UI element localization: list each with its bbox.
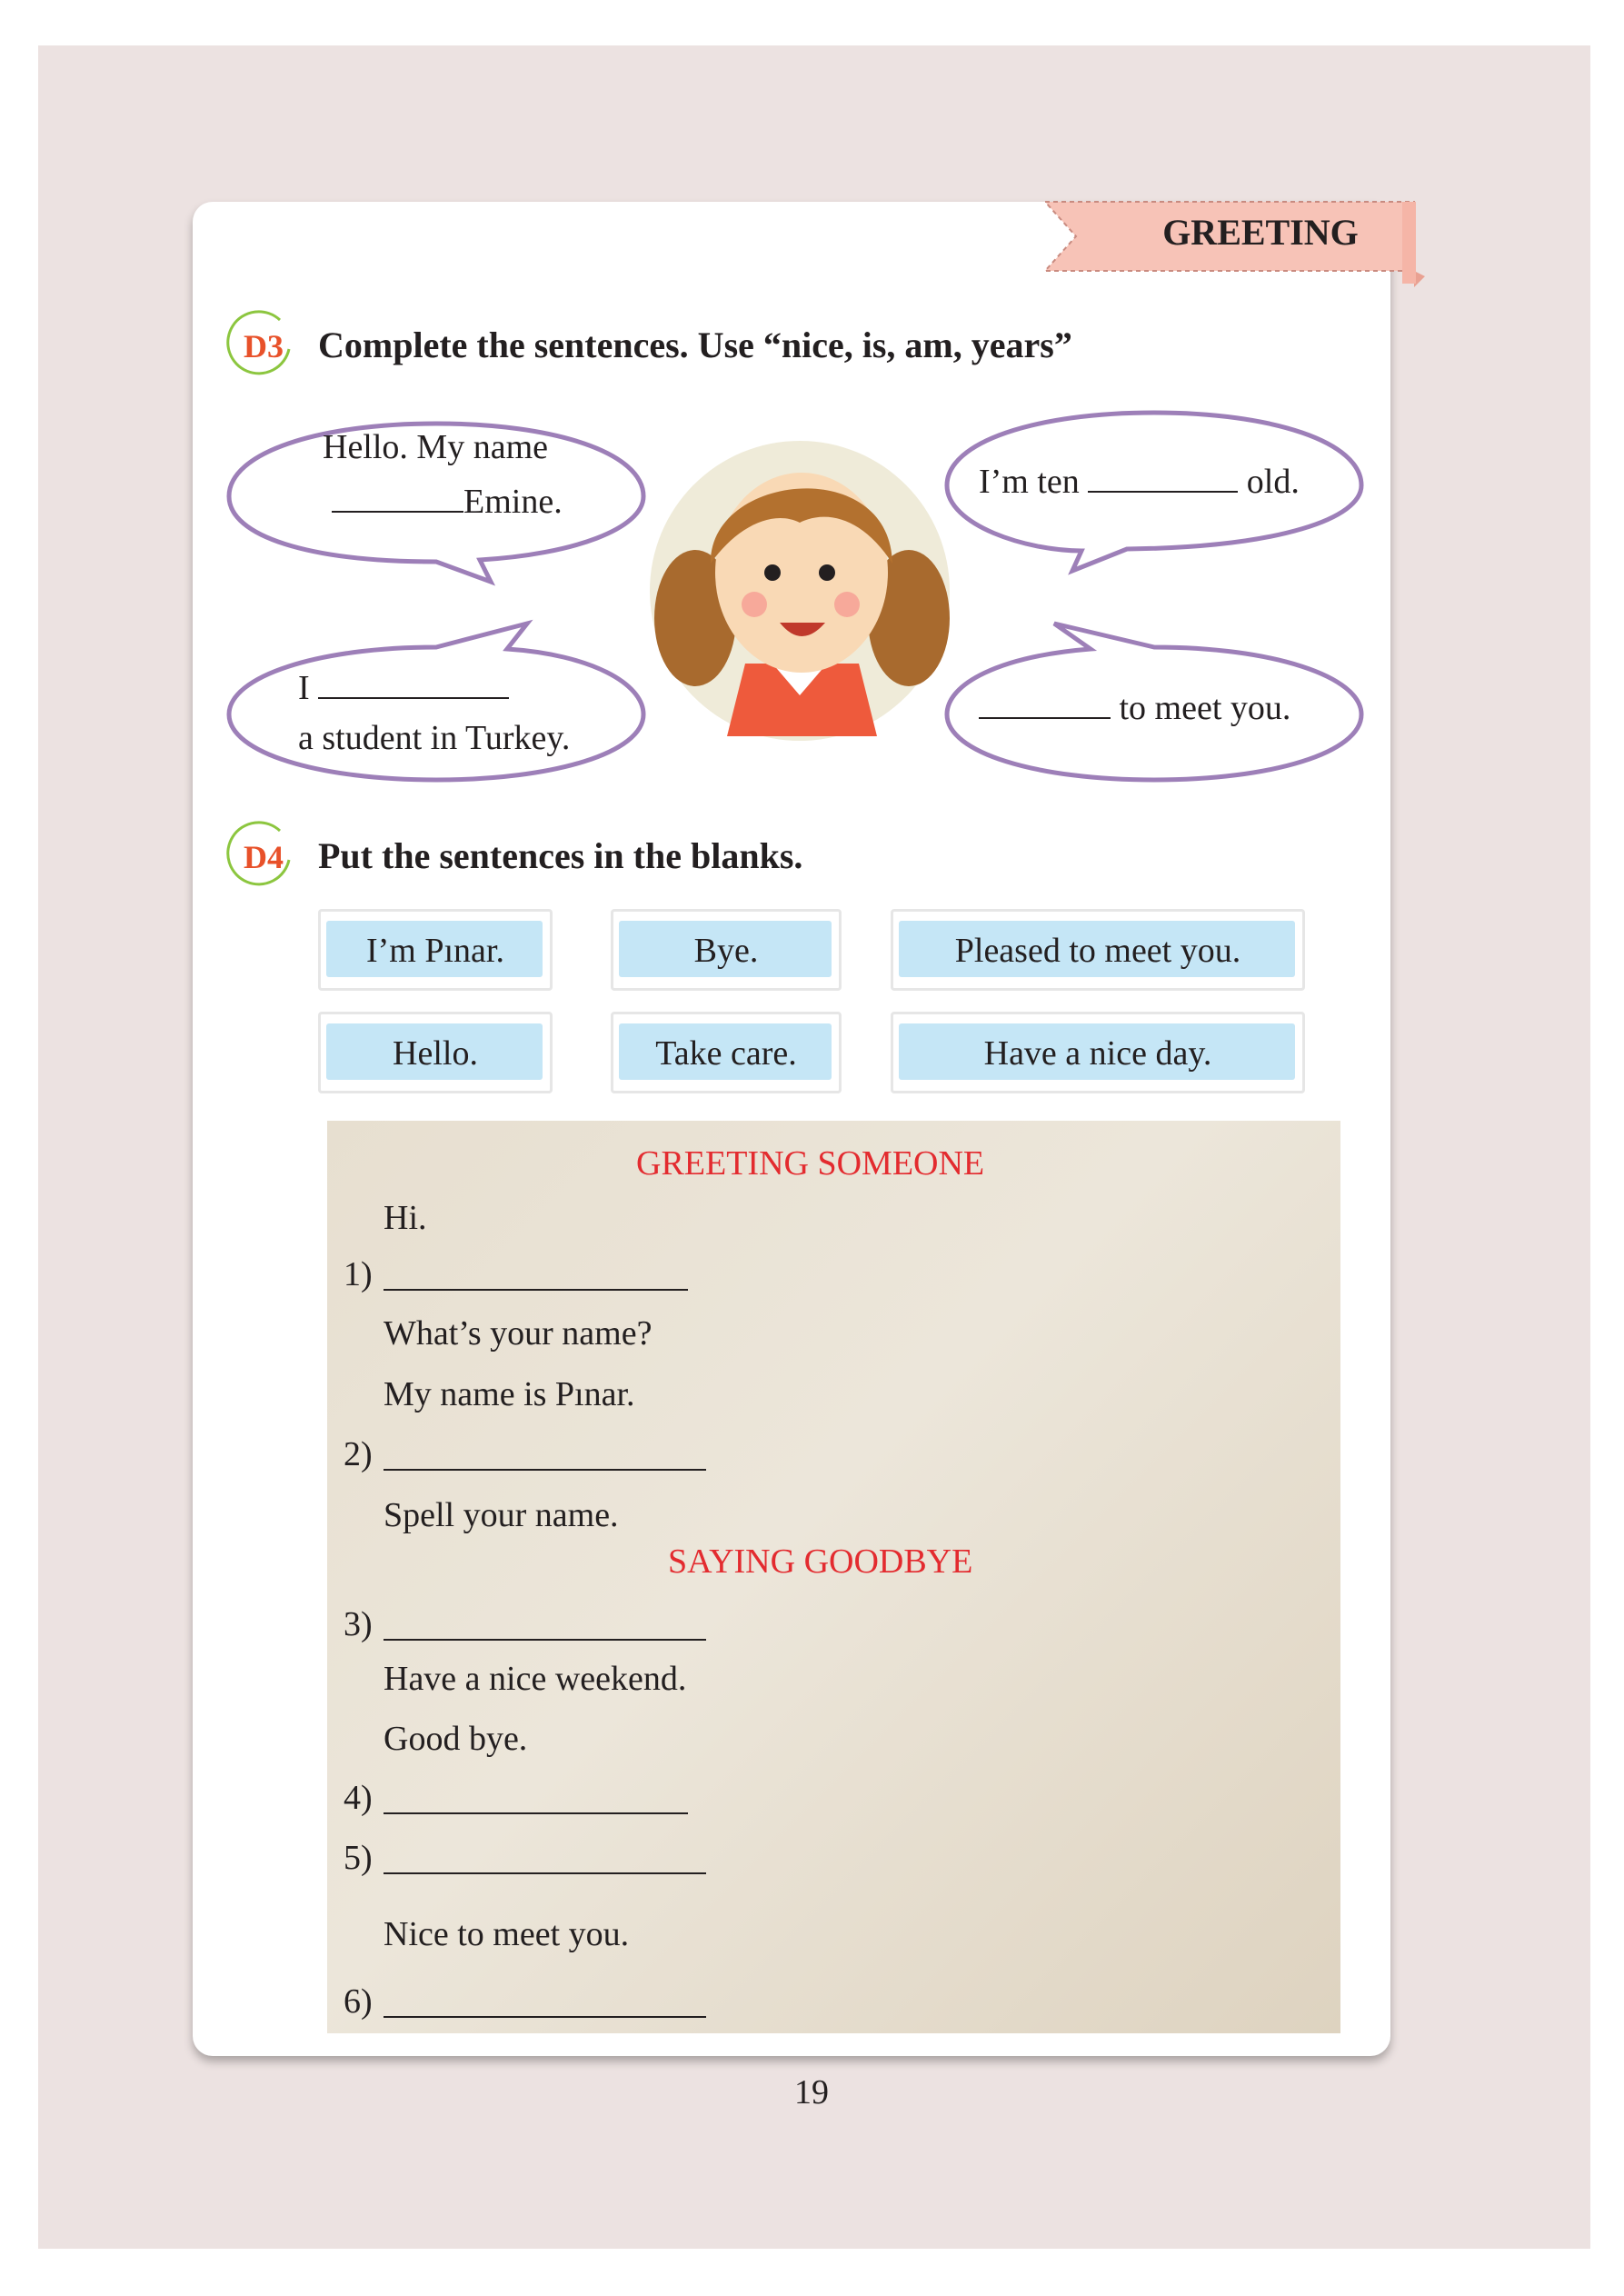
sentence-chip[interactable]: Bye. [611, 909, 842, 991]
d4-badge: D4 [244, 839, 284, 875]
bubble-bottom-left-line1[interactable]: I [298, 668, 509, 708]
answer-line-6[interactable] [384, 2016, 706, 2018]
bubble-top-left-line2[interactable]: Emine. [332, 482, 563, 522]
blank-number: 2) [344, 1435, 373, 1473]
sentence-chip[interactable]: Pleased to meet you. [891, 909, 1305, 991]
answer-blank[interactable] [979, 690, 1111, 719]
dialogue-line: Spell your name. [384, 1496, 619, 1534]
blank-number: 5) [344, 1839, 373, 1877]
dialogue-line: Have a nice weekend. [384, 1660, 687, 1698]
sentence-chip[interactable]: Have a nice day. [891, 1012, 1305, 1093]
blank-number: 6) [344, 1982, 373, 2021]
answer-blank[interactable] [332, 484, 463, 513]
dialogue-line: Hi. [384, 1199, 427, 1237]
answer-line-1[interactable] [384, 1289, 688, 1291]
answer-line-2[interactable] [384, 1469, 706, 1471]
bubble-bottom-right-text[interactable]: to meet you. [979, 688, 1290, 728]
answer-line-4[interactable] [384, 1812, 688, 1814]
d4-instruction: Put the sentences in the blanks. [318, 835, 803, 876]
page-number: 19 [794, 2073, 829, 2111]
blank-number: 4) [344, 1779, 373, 1817]
dialogue-line: Nice to meet you. [384, 1915, 630, 1953]
ribbon-label: GREETING [1162, 212, 1359, 253]
sentence-chip[interactable]: I’m Pınar. [318, 909, 553, 991]
bubble-top-left-line1: Hello. My name [323, 428, 549, 466]
blank-number: 3) [344, 1605, 373, 1643]
bubble-bottom-left-line2: a student in Turkey. [298, 719, 571, 757]
sentence-chip[interactable]: Hello. [318, 1012, 553, 1093]
blank-number: 1) [344, 1255, 373, 1293]
answer-blank[interactable] [318, 670, 509, 699]
answer-line-3[interactable] [384, 1639, 706, 1641]
bubble-top-right-text[interactable]: I’m ten old. [979, 463, 1300, 501]
girl-with-pigtails-image [645, 436, 954, 764]
saying-goodbye-title: SAYING GOODBYE [668, 1542, 973, 1581]
dialogue-line: Good bye. [384, 1720, 528, 1758]
answer-line-5[interactable] [384, 1872, 706, 1874]
dialogue-line: My name is Pınar. [384, 1375, 635, 1413]
greeting-someone-title: GREETING SOMEONE [636, 1144, 985, 1183]
sentence-chip[interactable]: Take care. [611, 1012, 842, 1093]
answer-blank[interactable] [1088, 464, 1238, 493]
d3-badge: D3 [244, 328, 284, 364]
d3-instruction: Complete the sentences. Use “nice, is, am, years” [318, 324, 1072, 365]
dialogue-line: What’s your name? [384, 1314, 653, 1353]
